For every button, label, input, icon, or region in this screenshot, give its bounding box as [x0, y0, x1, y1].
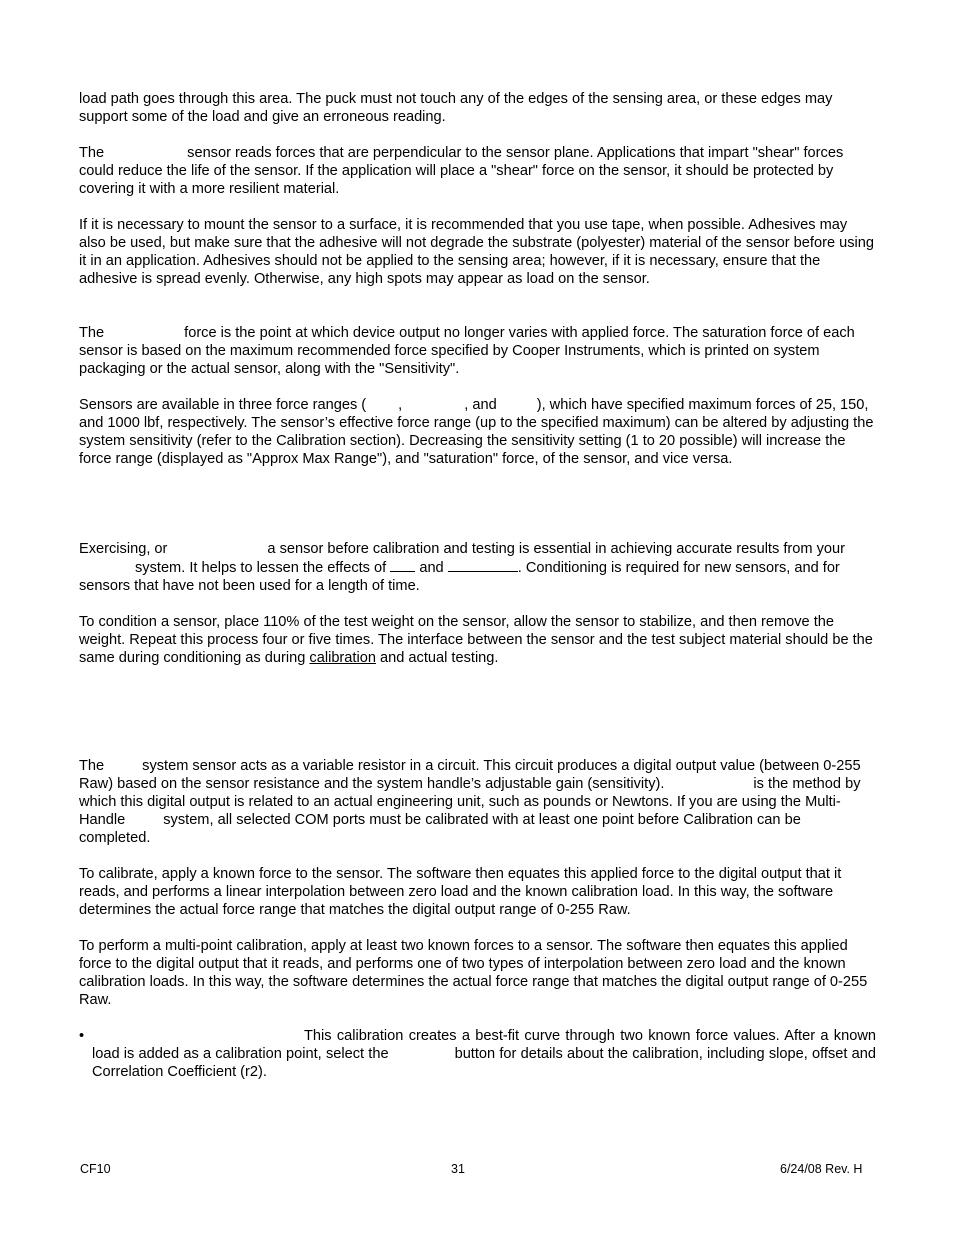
p8-text-b: system sensor acts as a variable resistor in a circuit. This circuit produces a digital output value (between 0-255 Raw) based on the sensor resistance and the system handle’s adjustable gain (sensitivity). [79, 758, 861, 792]
paragraph-shear-forces [79, 144, 876, 198]
p5-text-d: ), which have specified maximum forces of 25, 150, and 1000 lbf, respectively. The sensor’s effective force range (up to the specified maximum) can be altered by adjusting the system sensitivity (refer to the Calibration section). Decreasing the sensitivity setting (1 to 20 possible) will increase the force range (displayed as "Approx Max Range"), and "saturation" force, of the sensor, and vice versa. [79, 397, 874, 467]
calibration-link[interactable]: calibration [309, 650, 376, 666]
paragraph-multipoint: To perform a multi-point calibration, apply at least two known forces to a sensor. The software then equates this applied force to the digital output that it reads, and performs one of two types of interpolation between zero load and the known calibration loads. In this way, the software determines the actual force range that matches the digital output range of 0-255 Raw. [79, 938, 868, 1008]
paragraph-calibrate: To calibrate, apply a known force to the sensor. The software then equates this applied force to the digital output that it reads, and performs a linear interpolation between zero load and the known calibration load. In this way, the software determines the actual force range that matches the digital output range of 0-255 Raw. [79, 866, 842, 918]
paragraph-mounting: If it is necessary to mount the sensor to a surface, it is recommended that you use tape, when possible. Adhesives may also be used, but make sure that the adhesive will not degrade the substrate (polyester) material of the sensor before using it in an application. Adhesives should not be applied to the sensing area; however, if it is necessary, ensure that the adhesive is spread evenly. Otherwise, any high spots may appear as load on the sensor. [79, 217, 875, 287]
blank-line-2 [448, 558, 518, 572]
p5-text-b: , [398, 397, 403, 413]
p8-text-d: system, all selected COM ports must be calibrated with at least one point before Calibration can be completed. [79, 812, 801, 846]
p5-text-a: Sensors are available in three force ranges ( [79, 397, 367, 413]
p6-text-d: and [419, 560, 444, 576]
p2-text-a: The [79, 145, 105, 161]
paragraph-conditioning [79, 540, 876, 595]
paragraph-calibration-intro [79, 757, 876, 847]
p6-text-e: . Conditioning is required for new sensors, and for sensors that have not been used for a length of time. [79, 560, 840, 594]
p4-text-a: The [79, 325, 105, 341]
bullet-text-b: button for details about the calibration, including slope, offset and Correlation Coefficient (r2). [92, 1046, 876, 1080]
bullet-text-a: This calibration creates a best-fit curve through two known force values. After a known load is added as a calibration point, select the [92, 1028, 876, 1062]
p4-text-b: force is the point at which device output no longer varies with applied force. The saturation force of each sensor is based on the maximum recommended force specified by Cooper Instruments, which is printed on system packaging or the actual sensor, along with the "Sensitivity". [79, 325, 855, 377]
p6-text-b: a sensor before calibration and testing is essential in achieving accurate results from your [267, 541, 845, 557]
paragraph-load-path: load path goes through this area. The puck must not touch any of the edges of the sensing area, or these edges may support some of the load and give an erroneous reading. [79, 91, 833, 125]
footer-revision: 6/24/08 Rev. H [780, 1162, 863, 1176]
p6-text-a: Exercising, or [79, 541, 168, 557]
footer-doc-id: CF10 [80, 1162, 111, 1176]
blank-line-1 [390, 558, 415, 572]
paragraph-force-ranges [79, 396, 876, 468]
p5-text-c: , and [464, 397, 497, 413]
p6-text-c: system. It helps to lessen the effects of [135, 560, 387, 576]
p7-text-b: and actual testing. [380, 650, 499, 666]
document-body [79, 90, 876, 1081]
p7-text-a: To condition a sensor, place 110% of the test weight on the sensor, allow the sensor to stabilize, and then remove the weight. Repeat this process four or five times. The interface between the sensor and the test subject material should be the same during conditioning as during [79, 614, 873, 666]
footer-page-number: 31 [451, 1162, 465, 1176]
paragraph-saturation [79, 324, 876, 378]
bullet-linear-calibration [79, 1027, 876, 1081]
p2-text-b: sensor reads forces that are perpendicular to the sensor plane. Applications that impart "shear" forces could reduce the life of the sensor. If the application will place a "shear" force on the sensor, it should be protected by covering it with a more resilient material. [79, 145, 844, 197]
paragraph-condition-procedure [79, 613, 876, 667]
bullet-dot: • [79, 1028, 85, 1044]
p8-text-c: is the method by which this digital output is related to an actual engineering unit, such as pounds or Newtons. If you are using the Multi-Handle [79, 776, 861, 828]
p8-text-a: The [79, 758, 105, 774]
